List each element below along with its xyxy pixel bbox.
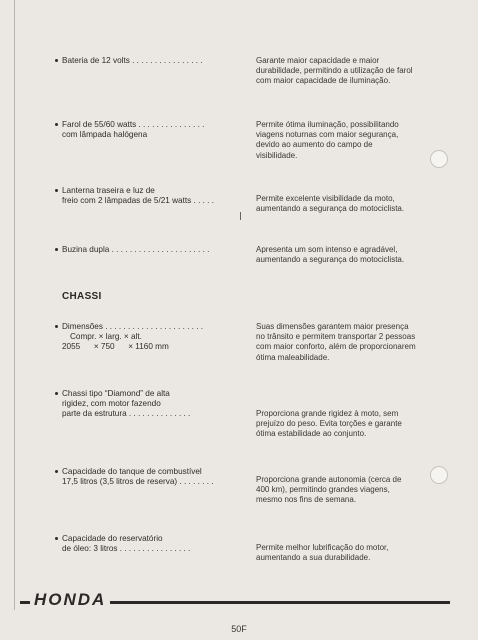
stray-mark — [240, 212, 241, 220]
feature-line: Lanterna traseira e luz de — [62, 186, 155, 195]
feature-line: freio com 2 lâmpadas de 5/21 watts . . . . . — [62, 196, 214, 206]
feature-diamond-frame — [62, 389, 262, 420]
feature-line: Chassi tipo “Diamond” de alta — [62, 389, 170, 398]
benefit-diamond-frame: Proporciona grande rigidez à moto, sem prejuízo do peso. Evita torções e garante ótima estabilidade ao conjunto. — [256, 409, 402, 439]
bullet-icon — [55, 537, 58, 540]
bullet-icon — [55, 123, 58, 126]
benefit-fuel-tank: Proporciona grande autonomia (cerca de 400 km), permitindo grandes viagens, mesmo nos fins de semana. — [256, 475, 402, 505]
feature-line: Compr. × larg. × alt. — [70, 332, 142, 342]
feature-taillight — [62, 186, 262, 206]
benefit-battery: Garante maior capacidade e maior durabilidade, permitindo a utilização de farol com maior capacidade de iluminação. — [256, 56, 413, 86]
feature-oil-reservoir — [62, 534, 262, 554]
feature-dimensions — [62, 322, 262, 353]
feature-headlight — [62, 120, 262, 140]
feature-line: 2055 × 750 × 1160 mm — [62, 342, 169, 352]
feature-line: rigidez, com motor fazendo — [62, 399, 161, 409]
binder-hole — [430, 150, 448, 168]
feature-line: Farol de 55/60 watts . . . . . . . . . . . . . . . — [62, 120, 205, 129]
benefit-oil-reservoir: Permite melhor lubrificação do motor, aumentando a sua durabilidade. — [256, 543, 389, 563]
section-title-chassis: CHASSI — [62, 291, 102, 302]
binder-hole — [430, 466, 448, 484]
feature-line: Buzina dupla . . . . . . . . . . . . . . . . . . . . . . — [62, 245, 210, 254]
feature-line: Bateria de 12 volts . . . . . . . . . . . . . . . . — [62, 56, 203, 65]
benefit-horn: Apresenta um som intenso e agradável, aumentando a segurança do motociclista. — [256, 245, 405, 265]
feature-fuel-tank — [62, 467, 262, 487]
feature-line: 17,5 litros (3,5 litros de reserva) . . . . . . . . — [62, 477, 214, 487]
honda-logo: HONDA — [30, 590, 110, 610]
feature-battery — [62, 56, 262, 66]
bullet-icon — [55, 470, 58, 473]
bullet-icon — [55, 325, 58, 328]
bullet-icon — [55, 189, 58, 192]
benefit-dimensions: Suas dimensões garantem maior presença no trânsito e permitem transportar 2 pessoas com maior conforto, além de proporcionarem ótima maleabilidade. — [256, 322, 416, 362]
benefit-taillight: Permite excelente visibilidade da moto, aumentando a segurança do motociclista. — [256, 194, 405, 214]
benefit-headlight: Permite ótima iluminação, possibilitando viagens noturnas com maior segurança, devido ao aumento do campo de visibilidade. — [256, 120, 399, 160]
bullet-icon — [55, 392, 58, 395]
bullet-icon — [55, 248, 58, 251]
feature-line: parte da estrutura . . . . . . . . . . . . . . — [62, 409, 191, 419]
feature-line: com lâmpada halógena — [62, 130, 148, 140]
feature-line: de óleo: 3 litros . . . . . . . . . . . . . . . . — [62, 544, 191, 554]
feature-line: Capacidade do reservatório — [62, 534, 163, 543]
footer-logo-band — [20, 590, 450, 609]
feature-horn — [62, 245, 262, 255]
feature-line: Dimensões . . . . . . . . . . . . . . . . . . . . . . — [62, 322, 204, 331]
page-number: 50F — [231, 624, 247, 634]
page-edge-line — [14, 0, 15, 610]
bullet-icon — [55, 59, 58, 62]
feature-line: Capacidade do tanque de combustível — [62, 467, 202, 476]
